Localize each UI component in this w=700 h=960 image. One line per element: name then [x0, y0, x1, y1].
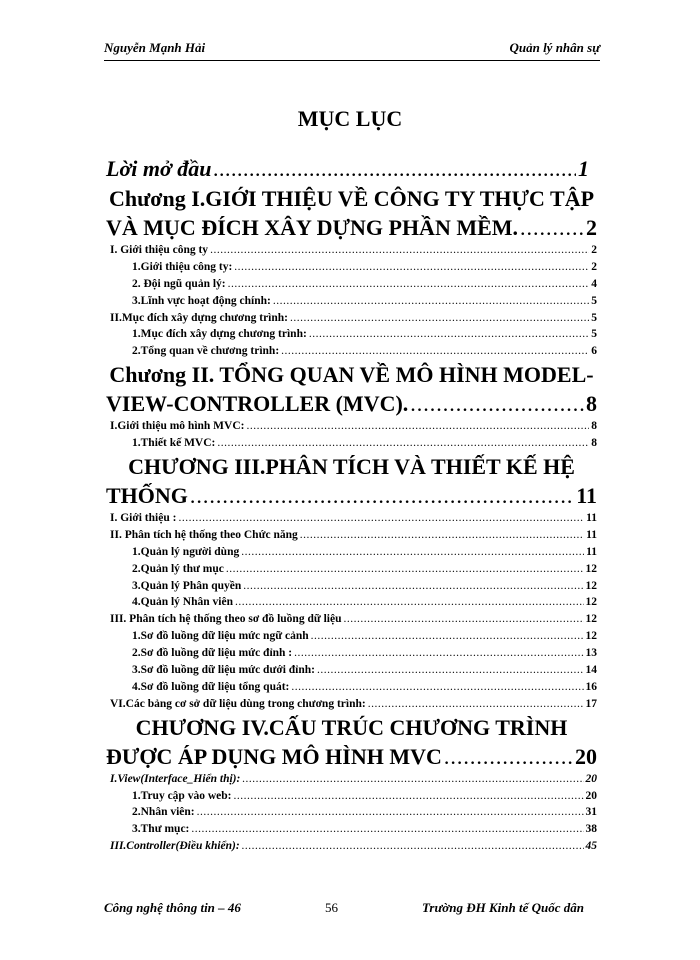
- toc-entry-label: 2.Quản lý thư mục: [132, 562, 224, 575]
- dot-leader: [311, 628, 584, 645]
- toc-entry[interactable]: [106, 594, 597, 611]
- toc-entry-label: 4.Quản lý Nhân viên: [132, 596, 233, 609]
- toc-entry[interactable]: [106, 435, 597, 452]
- toc-entry[interactable]: [106, 418, 597, 435]
- toc-entry[interactable]: [106, 510, 597, 527]
- dot-leader: [214, 154, 576, 184]
- toc-entry[interactable]: [106, 544, 597, 561]
- footer-department: Công nghệ thông tin – 46: [104, 900, 241, 915]
- dot-leader: [294, 645, 583, 662]
- page-header: [104, 40, 600, 61]
- dot-leader: [190, 481, 574, 510]
- toc-entry-label: 3.Thư mục:: [132, 823, 190, 836]
- dot-leader: [520, 213, 584, 242]
- chapter-title-line1: Chương II. TỔNG QUAN VỀ MÔ HÌNH MODEL-: [109, 362, 594, 388]
- chapter-title-line2-row: [106, 213, 597, 242]
- toc-entry-page: 14: [585, 664, 597, 677]
- toc-entry-label: 1.Giới thiệu công ty:: [132, 260, 233, 273]
- toc-entry-label: 3.Sơ đồ luồng dữ liệu mức dưới đỉnh:: [132, 664, 315, 677]
- toc-entry-page: 11: [586, 528, 597, 541]
- toc-entry[interactable]: [106, 696, 597, 713]
- toc-entry-page: 16: [585, 680, 597, 693]
- dot-leader: [246, 418, 589, 435]
- toc-chapter-heading[interactable]: [106, 713, 597, 771]
- chapter-title-line2-row: [106, 481, 597, 510]
- dot-leader: [234, 259, 589, 276]
- toc-entry-label: 3.Quản lý Phân quyền: [132, 579, 242, 592]
- toc-entry[interactable]: [106, 788, 597, 805]
- toc-entry-label: 1.Quản lý người dùng: [132, 545, 240, 558]
- toc-entry-page: 5: [591, 294, 597, 307]
- toc-entry-label: 4.Sơ đồ luồng dữ liệu tổng quát:: [132, 680, 290, 693]
- toc-entry-label: 2.Sơ đồ luồng dữ liệu mức đỉnh :: [132, 647, 293, 660]
- dot-leader: [210, 242, 589, 259]
- toc-entry-page: 5: [591, 311, 597, 324]
- dot-leader: [281, 343, 589, 360]
- toc-entry-label: Lời mở đầu: [106, 156, 212, 181]
- toc-entry-label: I. Giới thiệu :: [110, 512, 177, 525]
- toc-entry[interactable]: [106, 838, 597, 855]
- toc-entry[interactable]: [106, 611, 597, 628]
- toc-entry-page: 20: [585, 772, 597, 785]
- toc-entry-label: 1.Sơ đồ luồng dữ liệu mức ngữ cảnh: [132, 630, 309, 643]
- toc-entry-page: 8: [591, 437, 597, 450]
- toc-entry-page: 12: [585, 630, 597, 643]
- toc-entry[interactable]: [106, 293, 597, 310]
- chapter-title-line2: VIEW-CONTROLLER (MVC).: [106, 391, 409, 417]
- toc-entry-page: 20: [585, 789, 597, 802]
- toc-entry-label: II. Phân tích hệ thống theo Chức năng: [110, 528, 298, 541]
- toc-entry[interactable]: [106, 645, 597, 662]
- toc-entry[interactable]: [106, 242, 597, 259]
- toc-entry[interactable]: [106, 578, 597, 595]
- dot-leader: [291, 679, 583, 696]
- toc-chapter-heading[interactable]: [106, 184, 597, 242]
- toc-entry-page: 11: [586, 545, 597, 558]
- toc-entry-label: VI.Các bảng cơ sở dữ liệu dùng trong chương trình:: [110, 697, 366, 710]
- chapter-title-line2-row: [106, 742, 597, 771]
- toc-entry-page: 8: [591, 420, 597, 433]
- toc-entry-page: 2: [591, 260, 597, 273]
- dot-leader: [344, 611, 584, 628]
- toc-entry[interactable]: [106, 326, 597, 343]
- toc-entry-page: 17: [585, 697, 597, 710]
- toc-entry-label: 3.Lĩnh vực hoạt động chính:: [132, 294, 271, 307]
- toc-entry-page: 12: [585, 596, 597, 609]
- dot-leader: [197, 804, 584, 821]
- chapter-title-line1: Chương I.GIỚI THIỆU VỀ CÔNG TY THỰC TẬP: [108, 186, 595, 211]
- toc-entry-page: 12: [585, 579, 597, 592]
- dot-leader: [300, 527, 584, 544]
- toc-entry[interactable]: [106, 259, 597, 276]
- toc-entry-label: III.Controller(Điều khiển):: [110, 840, 240, 853]
- chapter-page: 20: [575, 743, 597, 769]
- toc-entry-label: I.Giới thiệu mô hình MVC:: [110, 420, 245, 433]
- toc-entry-page: 38: [585, 823, 597, 836]
- chapter-title-line1: CHƯƠNG III.PHÂN TÍCH VÀ THIẾT KẾ HỆ: [128, 454, 575, 480]
- toc-entry-label: 1.Truy cập vào web:: [132, 789, 232, 802]
- page-number: 56: [324, 900, 338, 915]
- dot-leader: [309, 326, 589, 343]
- toc-entry[interactable]: [106, 527, 597, 544]
- toc-entry-label: 2.Nhân viên:: [132, 806, 195, 819]
- page-footer: [104, 900, 584, 916]
- header-author: Nguyễn Mạnh Hải: [104, 40, 206, 55]
- chapter-title-line1: CHƯƠNG IV.CẤU TRÚC CHƯƠNG TRÌNH: [135, 714, 568, 740]
- dot-leader: [317, 662, 584, 679]
- toc-entry-page: 4: [591, 277, 597, 290]
- toc-entry-page: 2: [591, 244, 597, 256]
- footer-university: Trường ĐH Kinh tế Quốc dân: [421, 900, 584, 915]
- toc-entry-page: 13: [585, 647, 597, 660]
- dot-leader: [217, 435, 589, 452]
- dot-leader: [226, 561, 584, 578]
- toc-entry-page: 45: [585, 840, 597, 853]
- toc-entry[interactable]: [106, 561, 597, 578]
- chapter-title-line2: VÀ MỤC ĐÍCH XÂY DỰNG PHẦN MỀM.: [106, 215, 519, 240]
- chapter-title-line2: ĐƯỢC ÁP DỤNG MÔ HÌNH MVC: [106, 743, 442, 769]
- dot-leader: [273, 293, 589, 310]
- toc-entry-label: 1.Mục đích xây dựng chương trình:: [132, 328, 307, 341]
- dot-leader: [191, 821, 583, 838]
- toc-entry-page: 5: [591, 328, 597, 341]
- dot-leader: [178, 510, 584, 527]
- dot-leader: [233, 788, 583, 805]
- dot-leader: [242, 838, 584, 855]
- chapter-title-line2: THỐNG: [106, 483, 188, 509]
- toc-chapter-heading[interactable]: [106, 360, 597, 418]
- toc-entry[interactable]: [106, 771, 597, 788]
- chapter-page: 11: [576, 483, 597, 509]
- toc-entry-page: 31: [585, 806, 597, 819]
- toc-entry-label: I. Giới thiệu công ty: [110, 244, 209, 256]
- toc-entry-page: 6: [591, 345, 597, 358]
- toc-entry[interactable]: [106, 276, 597, 293]
- toc-entry[interactable]: [106, 679, 597, 696]
- table-of-contents: [106, 154, 597, 855]
- dot-leader: [444, 742, 573, 771]
- dot-leader: [243, 578, 583, 595]
- toc-entry-label: 2. Đội ngũ quản lý:: [132, 277, 226, 290]
- toc-entry[interactable]: [106, 662, 597, 679]
- dot-leader: [410, 389, 584, 418]
- toc-entry-page: 12: [585, 562, 597, 575]
- chapter-page: 8: [586, 391, 597, 417]
- dot-leader: [228, 276, 590, 293]
- dot-leader: [368, 696, 584, 713]
- toc-entry-label: 2.Tổng quan về chương trình:: [132, 345, 280, 358]
- toc-entry-label: 1.Thiết kế MVC:: [132, 437, 216, 450]
- chapter-page: 2: [586, 215, 597, 240]
- dot-leader: [242, 771, 583, 788]
- dot-leader: [241, 544, 584, 561]
- toc-entry-label: I.View(Interface_Hiển thị):: [110, 772, 241, 785]
- toc-entry[interactable]: [106, 628, 597, 645]
- toc-entry[interactable]: [106, 310, 597, 327]
- header-topic: Quản lý nhân sự: [509, 40, 600, 55]
- toc-entry-page: 11: [586, 512, 597, 525]
- toc-entry-page: 1: [578, 156, 589, 181]
- toc-entry[interactable]: [106, 821, 597, 838]
- toc-chapter-heading[interactable]: [106, 452, 597, 510]
- toc-entry[interactable]: [106, 343, 597, 360]
- dot-leader: [290, 310, 589, 327]
- toc-entry-label: III. Phân tích hệ thống theo sơ đồ luồng dữ liệu: [110, 613, 342, 626]
- toc-entry-page: 12: [585, 613, 597, 626]
- dot-leader: [235, 594, 584, 611]
- toc-intro-entry[interactable]: [106, 154, 597, 184]
- toc-entry[interactable]: [106, 804, 597, 821]
- chapter-title-line2-row: [106, 389, 597, 418]
- toc-title: MỤC LỤC: [297, 106, 403, 131]
- toc-entry-label: II.Mục đích xây dựng chương trình:: [110, 311, 289, 324]
